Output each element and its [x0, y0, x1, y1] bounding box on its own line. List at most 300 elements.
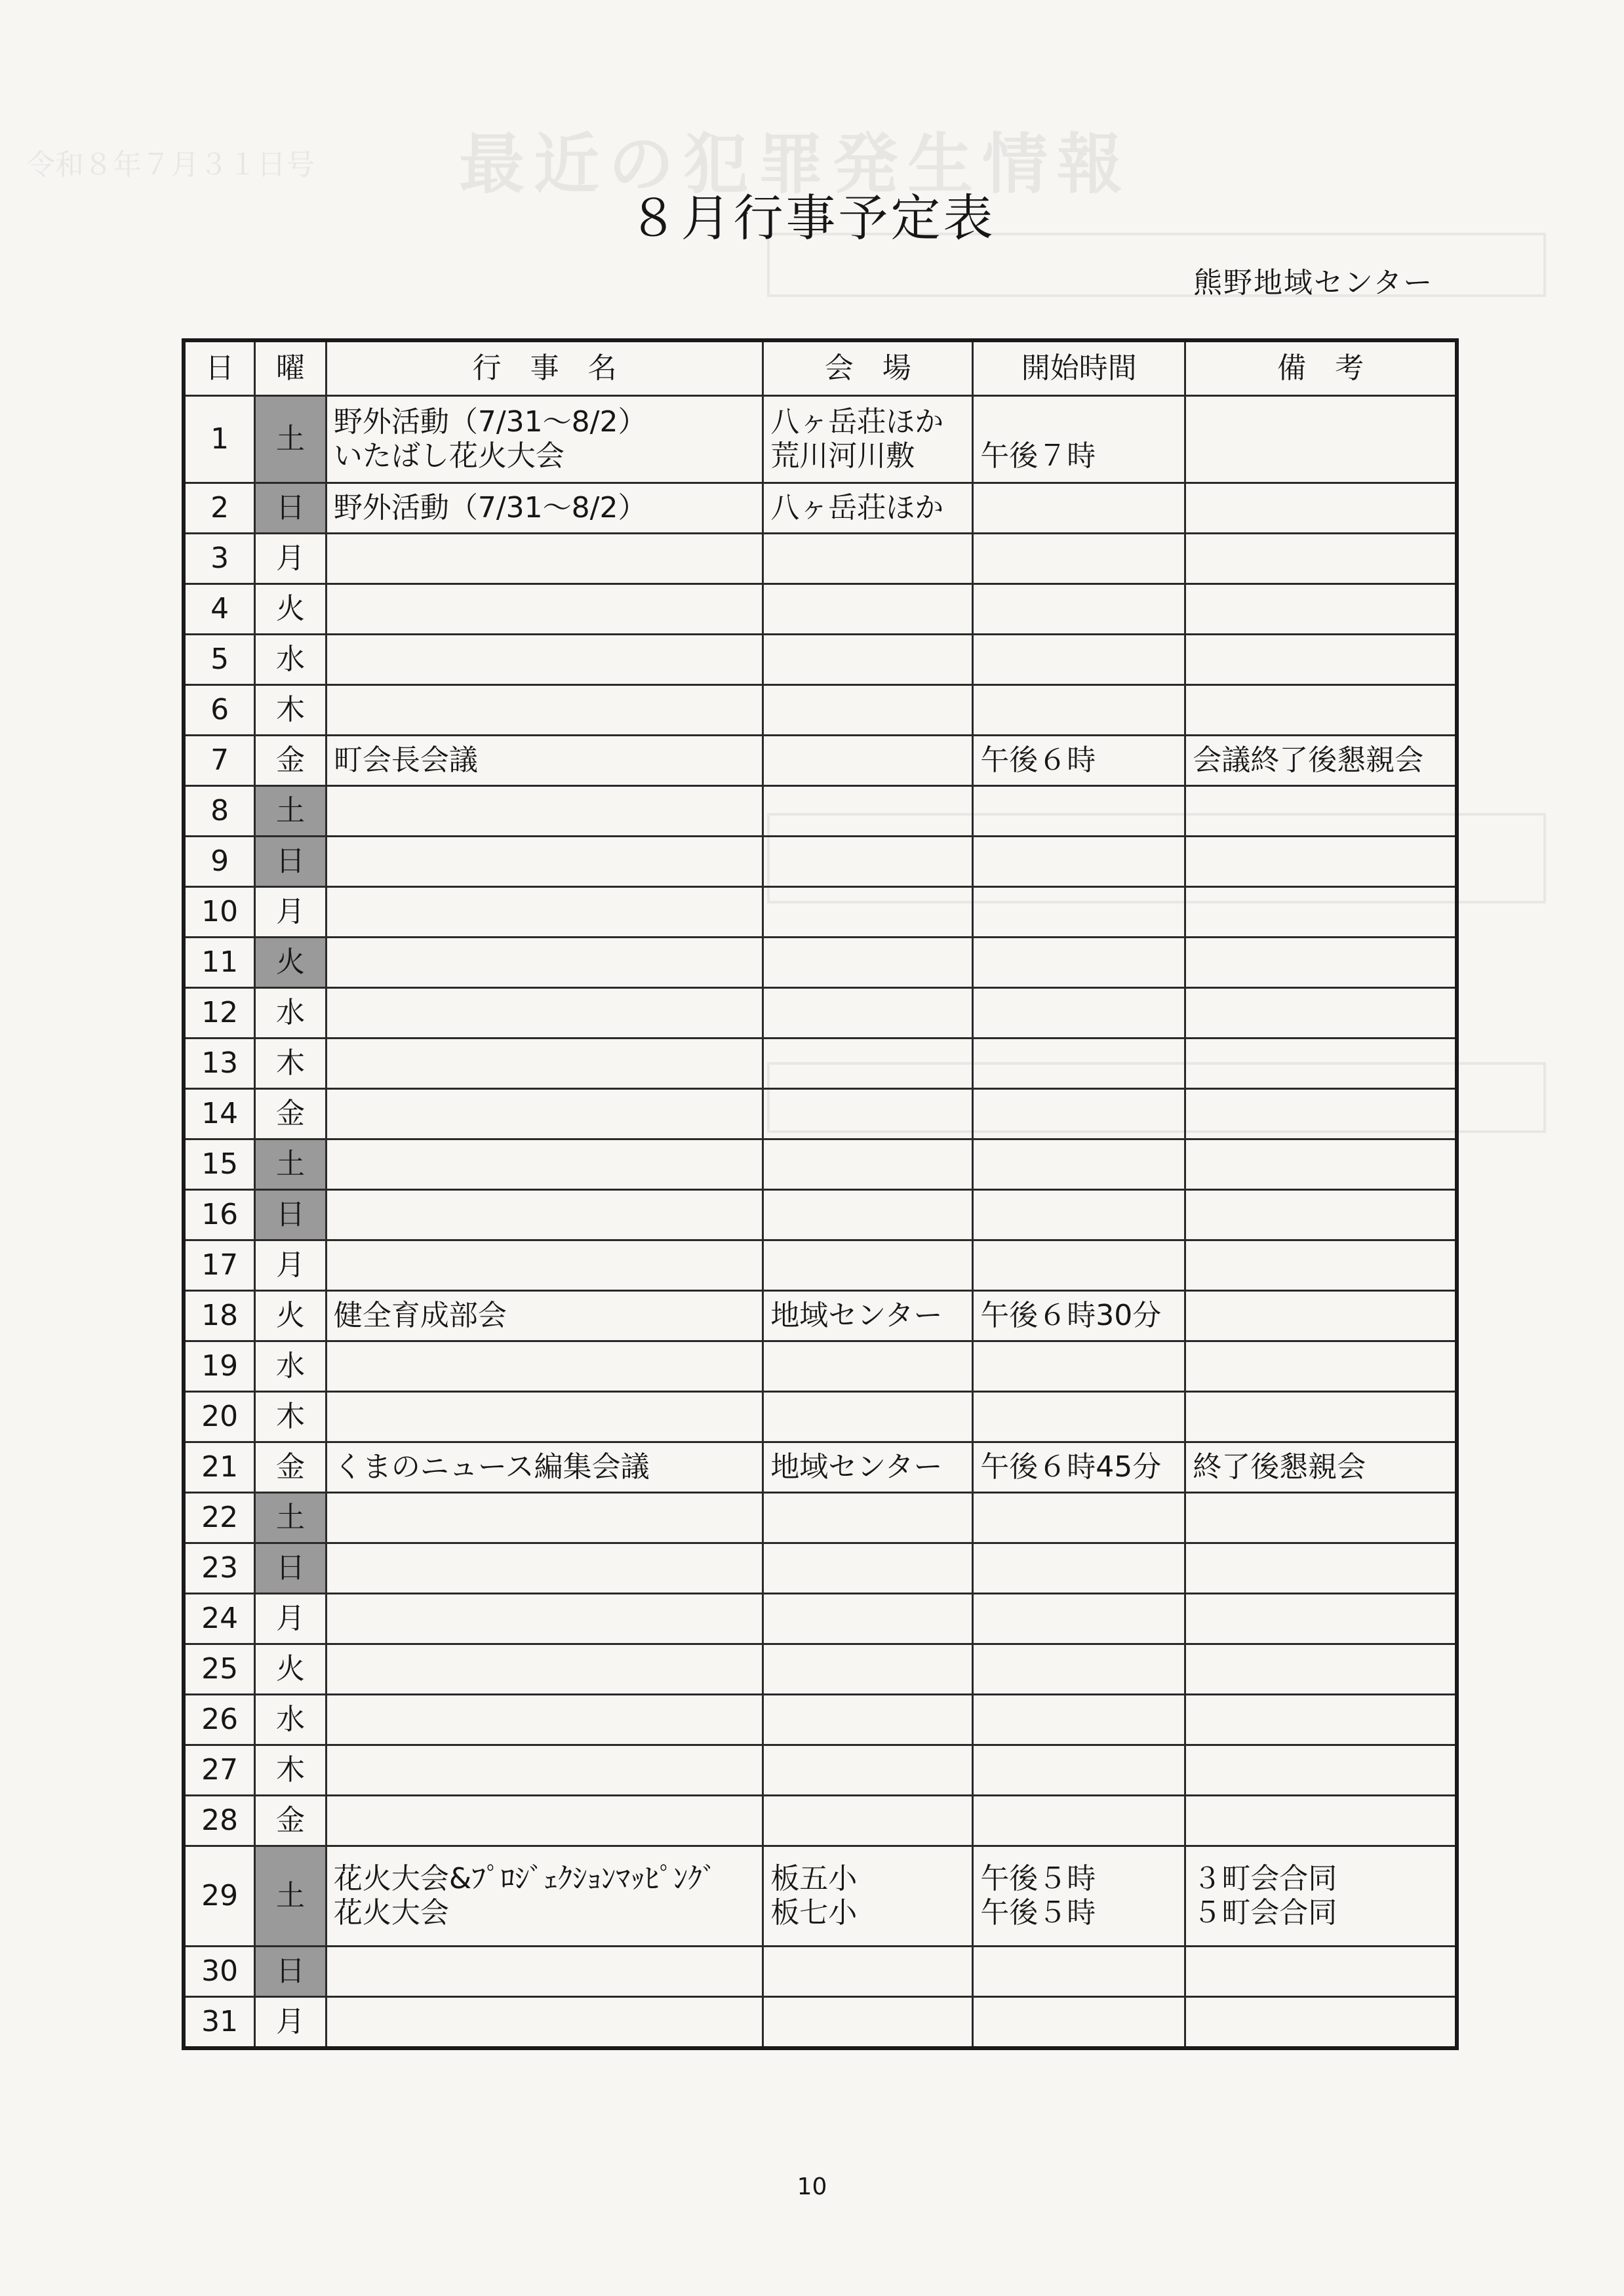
- day-of-week-cell: [255, 1341, 327, 1392]
- note-cell: [1185, 1846, 1457, 1947]
- day-of-week-cell-line: 木: [276, 1400, 305, 1433]
- event-cell: [326, 1745, 762, 1796]
- note-cell: [1185, 736, 1457, 786]
- event-cell-line: [334, 1501, 755, 1535]
- day-of-week-cell: [255, 988, 327, 1039]
- start-time-cell-line: 午後６時: [980, 743, 1096, 777]
- event-cell-line: [334, 542, 755, 576]
- note-cell-line: [1193, 996, 1448, 1030]
- event-cell: [326, 396, 762, 483]
- day-cell-line: 6: [210, 693, 229, 726]
- start-time-cell: [973, 1493, 1185, 1543]
- day-of-week-cell: [255, 1644, 327, 1695]
- header-start-time: 開始時間: [973, 340, 1185, 396]
- note-cell: [1185, 1796, 1457, 1846]
- event-cell-line: [334, 1551, 755, 1585]
- start-time-cell-line: [980, 1400, 1178, 1434]
- day-cell-line: 10: [201, 895, 239, 928]
- day-cell: [184, 786, 255, 837]
- day-of-week-cell-line: 木: [276, 1753, 305, 1787]
- day-cell: [184, 685, 255, 736]
- note-cell-line: ５町会合同: [1193, 1896, 1337, 1930]
- note-cell-line: [1193, 794, 1448, 828]
- day-of-week-cell: [255, 534, 327, 584]
- start-time-cell: [973, 1442, 1185, 1493]
- venue-cell-line: [770, 1097, 965, 1131]
- table-row: [184, 1594, 1457, 1644]
- event-cell: [326, 1341, 762, 1392]
- note-cell-line: [1193, 1400, 1448, 1434]
- venue-cell: [763, 1089, 973, 1139]
- day-cell-line: 11: [201, 945, 239, 979]
- note-cell-line: ３町会合同: [1193, 1862, 1337, 1895]
- day-of-week-cell: [255, 1392, 327, 1442]
- event-cell: [326, 685, 762, 736]
- note-cell: [1185, 584, 1457, 635]
- event-cell: [326, 584, 762, 635]
- start-time-cell: [973, 736, 1185, 786]
- start-time-cell-line: [980, 1652, 1178, 1686]
- start-time-cell: [973, 584, 1185, 635]
- venue-cell: [763, 685, 973, 736]
- event-cell-line: [334, 996, 755, 1030]
- start-time-cell: [973, 1139, 1185, 1190]
- day-cell-line: 17: [201, 1248, 239, 1282]
- day-of-week-cell-line: 金: [276, 1450, 305, 1484]
- venue-cell-line: [770, 542, 965, 576]
- note-cell-line: [1193, 1046, 1448, 1080]
- note-cell-line: [1193, 1248, 1448, 1282]
- day-of-week-cell-line: 土: [276, 1147, 305, 1181]
- day-cell: [184, 1997, 255, 2049]
- note-cell-line: [1193, 1804, 1448, 1838]
- day-of-week-cell-line: 火: [276, 1299, 305, 1332]
- note-cell: [1185, 396, 1457, 483]
- day-cell-line: 20: [201, 1400, 239, 1433]
- event-cell-line: [334, 1046, 755, 1080]
- table-row: [184, 1543, 1457, 1594]
- table-row: [184, 1089, 1457, 1139]
- venue-cell-line: [770, 1954, 965, 1989]
- note-cell: [1185, 1543, 1457, 1594]
- note-cell: [1185, 1594, 1457, 1644]
- event-cell: [326, 786, 762, 837]
- note-cell: [1185, 1644, 1457, 1695]
- day-cell: [184, 1089, 255, 1139]
- start-time-cell-line: 午後６時45分: [980, 1450, 1162, 1484]
- venue-cell-line: [770, 1551, 965, 1585]
- venue-cell-line: [770, 1400, 965, 1434]
- start-time-cell-line: [980, 1551, 1178, 1585]
- note-cell-line: 会議終了後懇親会: [1193, 743, 1424, 777]
- event-cell: [326, 635, 762, 685]
- note-cell: [1185, 1039, 1457, 1089]
- note-cell-line: [1193, 422, 1448, 456]
- day-cell-line: 13: [201, 1046, 239, 1080]
- start-time-cell-line: [980, 1501, 1178, 1535]
- day-cell-line: 8: [210, 794, 229, 827]
- start-time-cell-line: 午後５時: [980, 1862, 1096, 1895]
- event-cell-line: [334, 592, 755, 626]
- day-of-week-cell-line: 月: [276, 1602, 305, 1635]
- note-cell-line: [1193, 895, 1448, 929]
- day-of-week-cell-line: 月: [276, 2005, 305, 2038]
- day-cell-line: 29: [201, 1879, 239, 1912]
- start-time-cell-line: [980, 643, 1178, 677]
- note-cell: [1185, 988, 1457, 1039]
- day-of-week-cell-line: 日: [276, 491, 305, 525]
- venue-cell-line: [770, 1602, 965, 1636]
- venue-cell-line: [770, 2005, 965, 2039]
- venue-cell-line: [770, 693, 965, 727]
- venue-cell-line: 荒川河川敷: [770, 439, 915, 473]
- start-time-cell: [973, 887, 1185, 938]
- table-row: [184, 1039, 1457, 1089]
- day-cell-line: 21: [201, 1450, 239, 1484]
- day-of-week-cell-line: 水: [276, 1703, 305, 1736]
- event-cell: [326, 1644, 762, 1695]
- start-time-cell-line: [980, 1703, 1178, 1737]
- start-time-cell-line: [980, 1198, 1178, 1232]
- day-of-week-cell: [255, 396, 327, 483]
- day-of-week-cell: [255, 1442, 327, 1493]
- day-cell-line: 26: [201, 1703, 239, 1736]
- note-cell: [1185, 1190, 1457, 1240]
- day-of-week-cell-line: 木: [276, 1046, 305, 1080]
- note-cell-line: 終了後懇親会: [1193, 1450, 1366, 1484]
- event-cell: [326, 1796, 762, 1846]
- day-cell-line: 24: [201, 1602, 239, 1635]
- event-cell: [326, 1947, 762, 1997]
- event-cell-line: [334, 1349, 755, 1383]
- day-cell: [184, 988, 255, 1039]
- note-cell-line: [1193, 592, 1448, 626]
- day-of-week-cell: [255, 837, 327, 887]
- event-cell-line: [334, 1147, 755, 1181]
- start-time-cell-line: [980, 1602, 1178, 1636]
- event-cell-line: [334, 895, 755, 929]
- day-cell-line: 4: [210, 592, 229, 625]
- table-row: [184, 837, 1457, 887]
- start-time-cell: [973, 1190, 1185, 1240]
- venue-cell-line: [770, 1198, 965, 1232]
- start-time-cell: [973, 1796, 1185, 1846]
- note-cell-line: [1193, 1703, 1448, 1737]
- table-row: [184, 887, 1457, 938]
- venue-cell-line: 八ヶ岳荘ほか: [770, 405, 944, 439]
- day-of-week-cell-line: 日: [276, 1198, 305, 1231]
- start-time-cell-line: [980, 1097, 1178, 1131]
- event-cell: [326, 1594, 762, 1644]
- event-cell-line: [334, 1248, 755, 1282]
- table-row: [184, 685, 1457, 736]
- day-of-week-cell: [255, 1695, 327, 1745]
- note-cell-line: [1193, 2005, 1448, 2039]
- event-cell: [326, 938, 762, 988]
- day-cell: [184, 1392, 255, 1442]
- event-cell-line: 野外活動（7/31～8/2）: [333, 491, 647, 525]
- venue-cell-line: [770, 1046, 965, 1080]
- table-row: [184, 396, 1457, 483]
- note-cell-line: [1193, 1349, 1448, 1383]
- start-time-cell-line: [980, 542, 1178, 576]
- start-time-cell-line: 午後５時: [980, 1896, 1096, 1930]
- show-through-text: 最近の犯罪発生情報: [459, 126, 1132, 203]
- day-of-week-cell: [255, 1493, 327, 1543]
- note-cell: [1185, 1745, 1457, 1796]
- day-of-week-cell-line: 月: [276, 895, 305, 928]
- day-cell: [184, 837, 255, 887]
- venue-cell: [763, 635, 973, 685]
- note-cell-line: [1193, 1753, 1448, 1787]
- start-time-cell-line: [980, 794, 1178, 828]
- venue-cell: [763, 1240, 973, 1291]
- start-time-cell-line: 午後７時: [980, 439, 1096, 473]
- start-time-cell: [973, 1341, 1185, 1392]
- day-of-week-cell-line: 日: [276, 1551, 305, 1585]
- day-cell: [184, 1796, 255, 1846]
- venue-cell-line: 地域センター: [770, 1450, 943, 1484]
- start-time-cell: [973, 483, 1185, 534]
- header-day: 日: [184, 340, 255, 396]
- event-cell-line: [334, 693, 755, 727]
- start-time-cell: [973, 1089, 1185, 1139]
- start-time-cell-line: [980, 2005, 1178, 2039]
- event-cell: [326, 1846, 762, 1947]
- venue-cell-line: [770, 743, 965, 778]
- event-cell: [326, 1039, 762, 1089]
- day-cell-line: 25: [201, 1652, 239, 1686]
- note-cell: [1185, 1291, 1457, 1341]
- day-cell-line: 23: [201, 1551, 239, 1585]
- venue-cell-line: [770, 1652, 965, 1686]
- note-cell-line: [1193, 693, 1448, 727]
- start-time-cell: [973, 635, 1185, 685]
- day-cell-line: 9: [210, 844, 229, 878]
- venue-cell: [763, 1796, 973, 1846]
- day-cell-line: 22: [201, 1501, 239, 1534]
- event-cell-line: [334, 1703, 755, 1737]
- day-cell: [184, 1695, 255, 1745]
- day-cell-line: 3: [210, 542, 229, 575]
- event-cell-line: [334, 1097, 755, 1131]
- note-cell-line: [1193, 1198, 1448, 1232]
- table-row: [184, 938, 1457, 988]
- day-cell-line: 14: [201, 1097, 239, 1130]
- start-time-cell: [973, 1291, 1185, 1341]
- start-time-cell: [973, 1947, 1185, 1997]
- note-cell: [1185, 837, 1457, 887]
- venue-cell: [763, 1644, 973, 1695]
- day-of-week-cell: [255, 1291, 327, 1341]
- table-row: [184, 1442, 1457, 1493]
- start-time-cell-line: [980, 844, 1178, 879]
- event-cell-line: [334, 794, 755, 828]
- note-cell: [1185, 1392, 1457, 1442]
- note-cell: [1185, 1341, 1457, 1392]
- day-of-week-cell: [255, 1745, 327, 1796]
- start-time-cell: [973, 837, 1185, 887]
- note-cell-line: [1193, 643, 1448, 677]
- event-cell: [326, 1695, 762, 1745]
- start-time-cell: [973, 1745, 1185, 1796]
- note-cell: [1185, 786, 1457, 837]
- note-cell-line: [1193, 1602, 1448, 1636]
- day-of-week-cell: [255, 1089, 327, 1139]
- venue-cell: [763, 887, 973, 938]
- table-row: [184, 1745, 1457, 1796]
- start-time-cell: [973, 1392, 1185, 1442]
- venue-cell: [763, 736, 973, 786]
- day-cell: [184, 1644, 255, 1695]
- start-time-cell: [973, 1695, 1185, 1745]
- table-row: [184, 1644, 1457, 1695]
- day-cell-line: 5: [210, 643, 229, 676]
- start-time-cell-line: [980, 405, 1178, 439]
- day-of-week-cell-line: 土: [276, 422, 305, 456]
- table-row: [184, 1190, 1457, 1240]
- event-cell: [326, 988, 762, 1039]
- event-cell-line: 健全育成部会: [333, 1299, 507, 1332]
- event-cell-line: [334, 945, 755, 980]
- table-row: [184, 988, 1457, 1039]
- venue-cell: [763, 1846, 973, 1947]
- day-of-week-cell-line: 水: [276, 643, 305, 676]
- day-of-week-cell: [255, 887, 327, 938]
- start-time-cell-line: [980, 1046, 1178, 1080]
- day-cell-line: 19: [201, 1349, 239, 1383]
- start-time-cell-line: [980, 1349, 1178, 1383]
- venue-cell-line: [770, 945, 965, 980]
- day-cell-line: 2: [210, 491, 229, 525]
- day-cell: [184, 534, 255, 584]
- note-cell-line: [1193, 1954, 1448, 1989]
- venue-cell: [763, 1947, 973, 1997]
- event-cell-line: くまのニュース編集会議: [333, 1450, 650, 1484]
- event-cell-line: [334, 844, 755, 879]
- venue-cell-line: [770, 844, 965, 879]
- day-of-week-cell: [255, 584, 327, 635]
- venue-cell-line: [770, 794, 965, 828]
- day-cell: [184, 635, 255, 685]
- day-cell-line: 27: [201, 1753, 239, 1787]
- start-time-cell-line: [980, 1248, 1178, 1282]
- day-cell: [184, 396, 255, 483]
- event-cell-line: [334, 1753, 755, 1787]
- venue-cell: [763, 1291, 973, 1341]
- note-cell-line: [1193, 1299, 1448, 1333]
- event-cell-line: 花火大会: [333, 1896, 449, 1930]
- organization-name: 熊野地域センター: [1193, 266, 1434, 300]
- day-of-week-cell-line: 土: [276, 794, 305, 827]
- venue-cell: [763, 1745, 973, 1796]
- page-title: ８月行事予定表: [628, 189, 996, 247]
- header-event: 行 事 名: [326, 340, 762, 396]
- note-cell: [1185, 1240, 1457, 1291]
- day-of-week-cell: [255, 685, 327, 736]
- event-cell: [326, 1291, 762, 1341]
- note-cell-line: [1193, 1147, 1448, 1181]
- venue-cell: [763, 534, 973, 584]
- start-time-cell-line: [980, 491, 1178, 525]
- venue-cell: [763, 1493, 973, 1543]
- table-row: [184, 534, 1457, 584]
- venue-cell: [763, 1997, 973, 2049]
- day-of-week-cell-line: 日: [276, 844, 305, 878]
- day-cell: [184, 1039, 255, 1089]
- table-header-row: [184, 340, 1457, 396]
- day-cell: [184, 1543, 255, 1594]
- page-number: 10: [797, 2173, 827, 2200]
- day-cell: [184, 1291, 255, 1341]
- venue-cell: [763, 1695, 973, 1745]
- schedule-table: [182, 338, 1459, 2050]
- start-time-cell-line: [980, 1753, 1178, 1787]
- note-cell: [1185, 1695, 1457, 1745]
- venue-cell-line: [770, 895, 965, 929]
- day-of-week-cell-line: 火: [276, 592, 305, 625]
- day-cell: [184, 584, 255, 635]
- note-cell-line: [1193, 1501, 1448, 1535]
- start-time-cell: [973, 1846, 1185, 1947]
- day-of-week-cell: [255, 1039, 327, 1089]
- event-cell-line: [334, 1602, 755, 1636]
- start-time-cell: [973, 1997, 1185, 2049]
- note-cell: [1185, 1442, 1457, 1493]
- header-day-of-week: 曜: [255, 340, 327, 396]
- event-cell: [326, 1997, 762, 2049]
- venue-cell-line: [770, 1248, 965, 1282]
- day-cell-line: 12: [201, 996, 239, 1029]
- start-time-cell-line: [980, 945, 1178, 980]
- day-of-week-cell: [255, 1594, 327, 1644]
- event-cell: [326, 1493, 762, 1543]
- day-cell: [184, 1745, 255, 1796]
- start-time-cell-line: [980, 895, 1178, 929]
- start-time-cell: [973, 1543, 1185, 1594]
- event-cell: [326, 736, 762, 786]
- day-of-week-cell: [255, 1997, 327, 2049]
- note-cell: [1185, 887, 1457, 938]
- venue-cell-line: [770, 996, 965, 1030]
- table-row: [184, 1796, 1457, 1846]
- note-cell: [1185, 685, 1457, 736]
- day-of-week-cell: [255, 635, 327, 685]
- note-cell: [1185, 534, 1457, 584]
- start-time-cell-line: 午後６時30分: [980, 1299, 1162, 1332]
- event-cell-line: 野外活動（7/31～8/2）: [333, 405, 647, 439]
- day-of-week-cell-line: 火: [276, 945, 305, 979]
- day-cell-line: 31: [201, 2005, 239, 2038]
- day-of-week-cell-line: 水: [276, 996, 305, 1029]
- start-time-cell-line: [980, 1804, 1178, 1838]
- venue-cell: [763, 1039, 973, 1089]
- event-cell-line: [334, 1400, 755, 1434]
- table-row: [184, 635, 1457, 685]
- event-cell: [326, 1543, 762, 1594]
- event-cell-line: [334, 643, 755, 677]
- note-cell-line: [1193, 945, 1448, 980]
- day-of-week-cell-line: 月: [276, 542, 305, 575]
- event-cell-line: [334, 2005, 755, 2039]
- day-of-week-cell-line: 金: [276, 743, 305, 777]
- venue-cell: [763, 483, 973, 534]
- venue-cell-line: [770, 1501, 965, 1535]
- day-cell-line: 15: [201, 1147, 239, 1181]
- note-cell: [1185, 1139, 1457, 1190]
- day-cell: [184, 736, 255, 786]
- event-cell: [326, 1240, 762, 1291]
